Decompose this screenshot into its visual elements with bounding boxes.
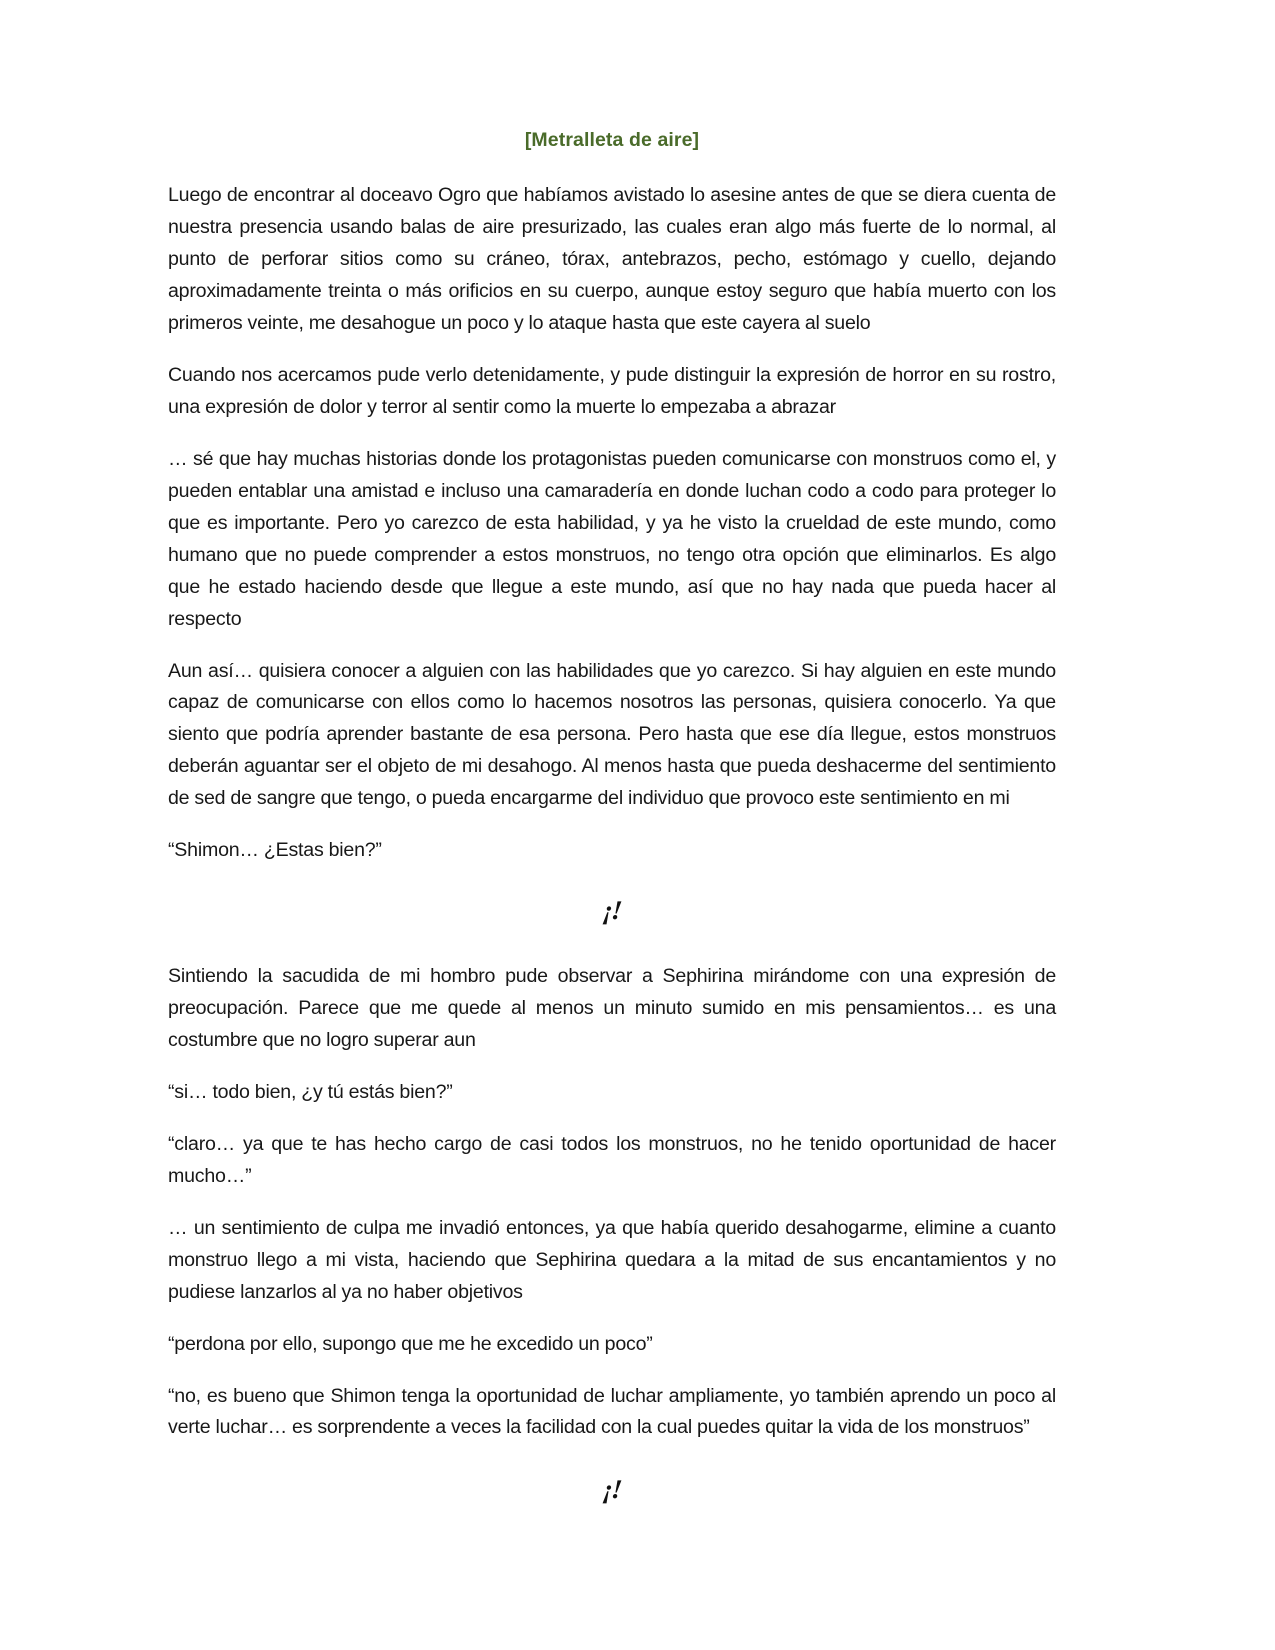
dialogue-line-perdona-por-ello: “perdona por ello, supongo que me he excedido un poco” xyxy=(168,1332,653,1355)
scene-break-separator-1 xyxy=(168,897,1056,927)
paragraph-2: Cuando nos acercamos pude verlo detenidamente, y pude distinguir la expresión de horror en su rostro, una expresión de dolor y terror al sentir como la muerte lo empezaba a abrazar xyxy=(168,364,1056,418)
scene-break-glyph-icon: ¡! xyxy=(601,1474,623,1505)
dialogue-line-si-todo-bien: “si… todo bien, ¿y tú estás bien?” xyxy=(168,1080,453,1103)
document-body xyxy=(168,128,1056,1506)
scene-break-glyph-icon: ¡! xyxy=(601,895,623,926)
paragraph-1: Luego de encontrar al doceavo Ogro que habíamos avistado lo asesine antes de que se diera cuenta de nuestra presencia usando balas de aire presurizado, las cuales eran algo más fuerte de lo normal, al punto de perforar sitios como su cráneo, tórax, antebrazos, pecho, estómago y cuello, dejando aproximadamente treinta o más orificios en su cuerpo, aunque estoy seguro que había muerto con los primeros veinte, me desahogue un poco y lo ataque hasta que este cayera al suelo xyxy=(168,184,1056,335)
page-title: [Metralleta de aire] xyxy=(524,129,700,151)
paragraph-4: Aun así… quisiera conocer a alguien con las habilidades que yo carezco. Si hay alguien en este mundo capaz de comunicarse con ellos como lo hacemos nosotros las personas, quisiera conocerlo. Ya que siento que podría aprender bastante de esa persona. Pero hasta que ese día llegue, estos monstruos deberán aguantar ser el objeto de mi desahogo. Al menos hasta que pueda deshacerme del sentimiento de sed de sangre que tengo, o pueda encargarme del individuo que provoco este sentimiento en mi xyxy=(168,659,1056,810)
dialogue-line-claro: “claro… ya que te has hecho cargo de casi todos los monstruos, no he tenido oportunidad de hacer mucho…” xyxy=(168,1132,1056,1187)
paragraph-9: … un sentimiento de culpa me invadió entonces, ya que había querido desahogarme, elimine a cuanto monstruo llego a mi vista, haciendo que Sephirina quedara a la mitad de sus encantamientos y no pudiese lanzarlos al ya no haber objetivos xyxy=(168,1216,1056,1303)
paragraph-6: Sintiendo la sacudida de mi hombro pude observar a Sephirina mirándome con una expresión de preocupación. Parece que me quede al menos un minuto sumido en mis pensamientos… es una costumbre que no logro superar aun xyxy=(168,965,1056,1052)
scene-break-separator-2 xyxy=(168,1476,1056,1506)
paragraph-3: … sé que hay muchas historias donde los protagonistas pueden comunicarse con monstruos como el, y pueden entablar una amistad e incluso una camaradería en donde luchan codo a codo para proteger lo que es importante. Pero yo carezco de esta habilidad, y ya he visto la crueldad de este mundo, como humano que no puede comprender a estos monstruos, no tengo otra opción que eliminarlos. Es algo que he estado haciendo desde que llegue a este mundo, así que no hay nada que pueda hacer al respecto xyxy=(168,447,1056,630)
dialogue-line-no-es-bueno: “no, es bueno que Shimon tenga la oportunidad de luchar ampliamente, yo también aprendo un poco al verte luchar… es sorprendente a veces la facilidad con la cual puedes quitar la vida de los monstruos” xyxy=(168,1384,1056,1439)
dialogue-line-shimon-estas-bien: “Shimon… ¿Estas bien?” xyxy=(168,839,382,862)
